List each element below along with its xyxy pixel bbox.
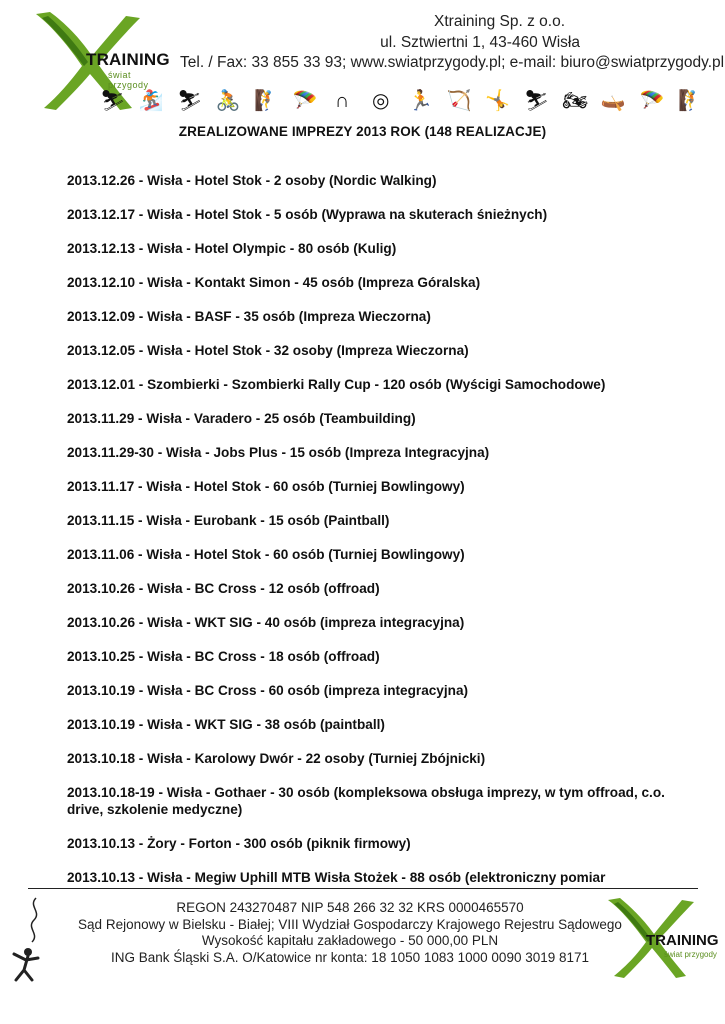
document-title: ZREALIZOWANE IMPREZY 2013 ROK (148 REALIZACJE) [178, 124, 547, 139]
company-info [180, 12, 725, 74]
list-item: 2013.10.26 - Wisła - BC Cross - 12 osób (offroad) [67, 581, 380, 596]
acrobat-icon: 🤸 [485, 90, 511, 112]
list-item: 2013.12.17 - Wisła - Hotel Stok - 5 osób (Wyprawa na skuterach śnieżnych) [67, 207, 548, 222]
list-item: 2013.10.19 - Wisła - WKT SIG - 38 osób (paintball) [67, 717, 385, 732]
company-name: Xtraining Sp. z o.o. [434, 13, 565, 30]
event-list [67, 172, 667, 903]
list-item: 2013.12.09 - Wisła - BASF - 35 osób (Impreza Wieczorna) [67, 309, 431, 324]
list-item: 2013.10.18 - Wisła - Karolowy Dwór - 22 osoby (Turniej Zbójnicki) [67, 751, 486, 766]
footer-logo-tagline: świat przygody [664, 950, 717, 959]
company-registration-info [70, 900, 630, 966]
list-item: 2013.10.13 - Żory - Forton - 300 osób (piknik firmowy) [67, 836, 411, 851]
kayak-icon: 🛶 [600, 90, 626, 112]
list-item: 2013.12.05 - Wisła - Hotel Stok - 32 osoby (Impreza Wieczorna) [67, 343, 469, 358]
bungee-jumper-icon [6, 896, 48, 984]
list-item: 2013.10.26 - Wisła - WKT SIG - 40 osób (impreza integracyjna) [67, 615, 465, 630]
list-item: 2013.10.19 - Wisła - BC Cross - 60 osób (impreza integracyjna) [67, 683, 469, 698]
archer-icon: 🏹 [446, 90, 472, 112]
footer-logo-wordmark: TRAINING [646, 932, 719, 949]
court-registry: Sąd Rejonowy w Bielsku - Białej; VIII Wydział Gospodarczy Krajowego Rejestru Sądowego [78, 916, 622, 932]
list-item: 2013.12.10 - Wisła - Kontakt Simon - 45 osób (Impreza Góralska) [67, 275, 481, 290]
abseil-icon: 🧗 [677, 90, 703, 112]
sport-icon-strip [100, 86, 703, 116]
list-item: 2013.11.15 - Wisła - Eurobank - 15 osób (Paintball) [67, 513, 390, 528]
list-item: 2013.11.29-30 - Wisła - Jobs Plus - 15 osób (Impreza Integracyjna) [67, 445, 490, 460]
list-item: 2013.11.29 - Wisła - Varadero - 25 osób (Teambuilding) [67, 411, 416, 426]
registration-numbers: REGON 243270487 NIP 548 266 32 32 KRS 0000465570 [176, 900, 524, 915]
list-item: 2013.11.17 - Wisła - Hotel Stok - 60 osób (Turniej Bowlingowy) [67, 479, 465, 494]
company-contact: Tel. / Fax: 33 855 33 93; www.swiatprzygody.pl; e-mail: biuro@swiatprzygody.pl [180, 54, 725, 71]
ski-icon: ⛷ [100, 90, 126, 112]
climber-icon: 🧗 [254, 90, 280, 112]
paraglider-icon: 🪂 [292, 90, 318, 112]
cyclist-icon: 🚴 [215, 90, 241, 112]
logo-tagline: świat przygody [108, 70, 149, 90]
quad-icon: 🏍 [562, 90, 588, 112]
letterhead-footer [0, 892, 725, 992]
runner-icon: 🏃 [408, 90, 434, 112]
skydiver-icon: 🪂 [639, 90, 665, 112]
list-item: 2013.10.18-19 - Wisła - Gothaer - 30 osób (kompleksowa obsługa imprezy, w tym offroad, c.o. drive, szkolenie medyczne) [67, 785, 665, 817]
rope-icon: ∩ [335, 90, 350, 112]
target-icon: ◎ [371, 90, 390, 112]
list-item: 2013.12.26 - Wisła - Hotel Stok - 2 osoby (Nordic Walking) [67, 173, 437, 188]
footer-divider [28, 888, 698, 889]
company-address: ul. Sztwiertni 1, 43-460 Wisła [380, 33, 580, 51]
ski-jump-icon: ⛷ [177, 90, 203, 112]
logo-wordmark: TRAINING [86, 50, 170, 69]
list-item: 2013.10.13 - Wisła - Megiw Uphill MTB Wisła Stożek - 88 osób (elektroniczny pomiar [67, 870, 606, 885]
bank-account: ING Bank Śląski S.A. O/Katowice nr konta: 18 1050 1083 1000 0090 3019 8171 [110, 949, 590, 965]
share-capital: Wysokość kapitału zakładowego - 50 000,00 PLN [201, 933, 499, 948]
footer-logo [598, 896, 718, 980]
snowboard-icon: 🏂 [138, 90, 164, 112]
list-item: 2013.10.25 - Wisła - BC Cross - 18 osób (offroad) [67, 649, 380, 664]
list-item: 2013.12.13 - Wisła - Hotel Olympic - 80 osób (Kulig) [67, 241, 397, 256]
list-item: 2013.11.06 - Wisła - Hotel Stok - 60 osób (Turniej Bowlingowy) [67, 547, 465, 562]
skier-icon: ⛷ [523, 90, 550, 112]
letterhead [0, 0, 725, 120]
list-item: 2013.12.01 - Szombierki - Szombierki Rally Cup - 120 osób (Wyścigi Samochodowe) [67, 377, 606, 392]
